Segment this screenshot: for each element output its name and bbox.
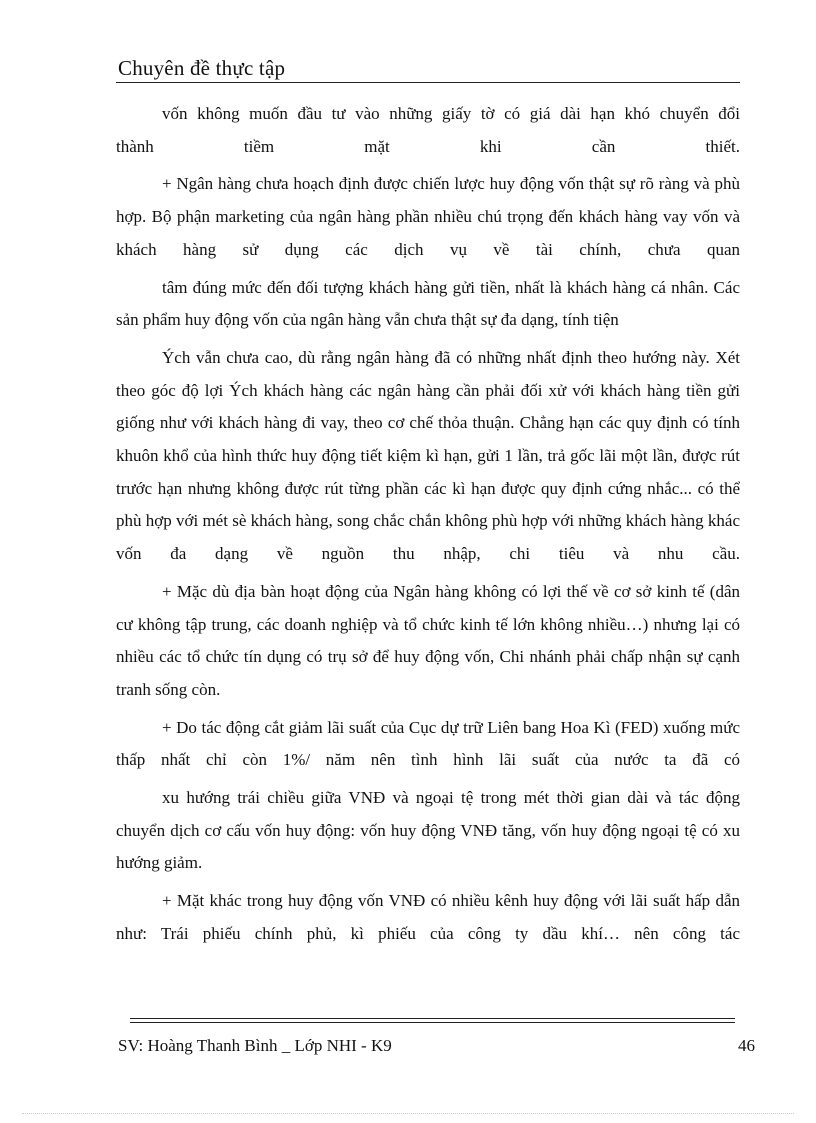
paragraph: tâm đúng mức đến đối tượng khách hàng gửi tiền, nhất là khách hàng cá nhân. Các sản phẩm huy động vốn của ngân hàng vẫn chưa thật sự đa dạng, tính tiện: [116, 277, 740, 330]
paragraph: + Mặc dù địa bàn hoạt động của Ngân hàng không có lợi thế về cơ sở kinh tế (dân cư không tập trung, các doanh nghiệp và tổ chức kinh tế lớn không nhiều…) nhưng lại có nhiều các tổ chức tín dụng có trụ sở để huy động vốn, Chi nhánh phải chấp nhận sự cạnh tranh sống còn.: [116, 581, 740, 699]
page-number: 46: [738, 1036, 755, 1055]
footer-divider: [130, 1018, 735, 1023]
paragraph: Ých vẫn chưa cao, dù rằng ngân hàng đã có những nhất định theo hướng này. Xét theo góc độ lợi Ých khách hàng các ngân hàng cần phải đối xử với khách hàng tiền gửi giống như với khách hàng đi vay, theo cơ chế thỏa thuận. Chẳng hạn các quy định có tính khuôn khổ của hình thức huy động tiết kiệm kì hạn, gửi 1 lần, trả gốc lãi một lần, được rút trước hạn nhưng không được rút từng phần các kì hạn được quy định cứng nhắc... có thể phù hợp với mét sè khách hàng, song chắc chắn không phù hợp với những khách hàng khác vốn đa dạng về nguồn thu nhập, chi tiêu và nhu cầu.: [116, 347, 740, 564]
body-text: [116, 98, 740, 951]
paragraph: + Do tác động cắt giảm lãi suất của Cục dự trữ Liên bang Hoa Kì (FED) xuống mức thấp nhất chỉ còn 1%/ năm nên tình hình lãi suất của nước ta đã có: [116, 717, 740, 770]
paragraph: xu hướng trái chiều giữa VNĐ và ngoại tệ trong mét thời gian dài và tác động chuyển dịch cơ cấu vốn huy động: vốn huy động VNĐ tăng, vốn huy động ngoại tệ có xu hướng giảm.: [116, 788, 740, 873]
paragraph: + Mặt khác trong huy động vốn VNĐ có nhiều kênh huy động với lãi suất hấp dẫn như: Trái phiếu chính phủ, kì phiếu của công ty dầu khí… nên công tác: [116, 891, 740, 943]
paragraph: thành tiềm mặt khi cần thiết.: [116, 136, 740, 156]
paragraph: vốn không muốn đầu tư vào những giấy tờ có giá dài hạn khó chuyển đổi: [162, 104, 740, 123]
header-divider: [116, 82, 740, 83]
page-edge-dots: [22, 1113, 794, 1114]
paragraph: + Ngân hàng chưa hoạch định được chiến lược huy động vốn thật sự rõ ràng và phù hợp. Bộ phận marketing của ngân hàng phần nhiều chú trọng đến khách hàng vay vốn và khách hàng sử dụng các dịch vụ về tài chính, chưa quan: [116, 174, 740, 259]
footer-author: SV: Hoàng Thanh Bình _ Lớp NHI - K9: [118, 1036, 392, 1055]
page-header-title: Chuyên đề thực tập: [118, 56, 286, 80]
